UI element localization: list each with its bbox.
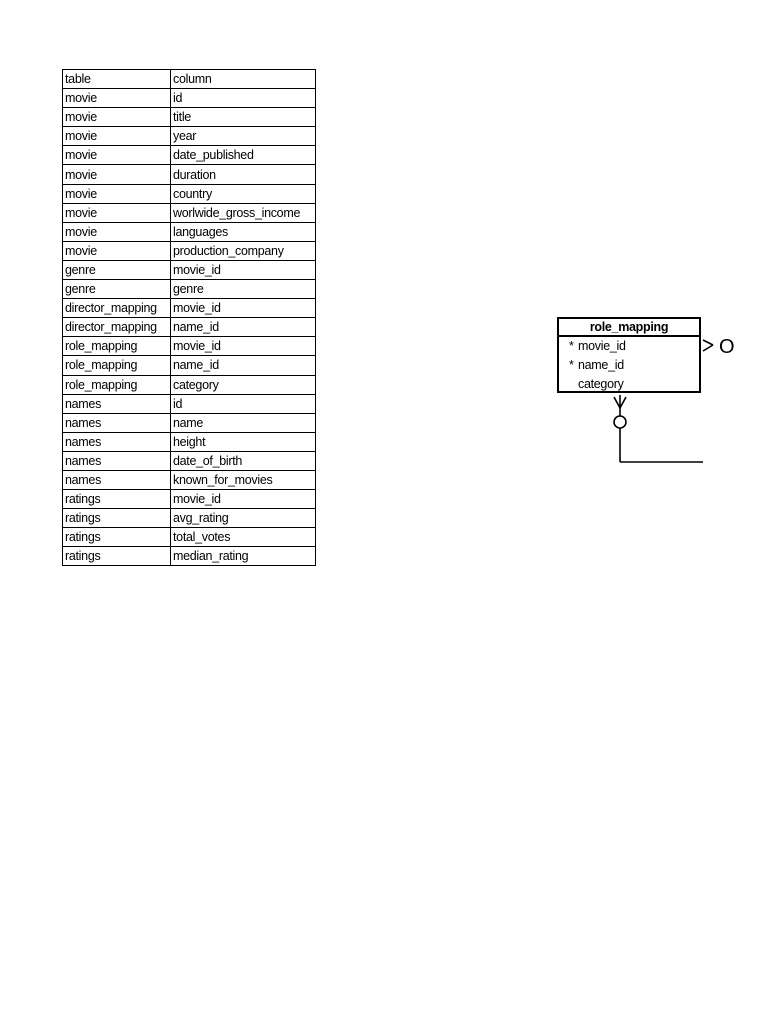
table-row <box>63 280 316 299</box>
cell-table-name: movie <box>63 165 171 184</box>
cell-column-name: production_company <box>171 241 316 260</box>
table-row <box>63 165 316 184</box>
cell-column-name: duration <box>171 165 316 184</box>
table-row <box>63 146 316 165</box>
cell-column-name: title <box>171 108 316 127</box>
cell-column-name: id <box>171 394 316 413</box>
table-row <box>63 413 316 432</box>
table-row <box>63 318 316 337</box>
table-row <box>63 337 316 356</box>
table-row <box>63 509 316 528</box>
erd-entity-role-mapping <box>557 317 701 393</box>
cell-column-name: country <box>171 184 316 203</box>
attribute-name: movie_id <box>578 339 626 353</box>
schema-column-table <box>62 69 316 566</box>
table-row <box>63 470 316 489</box>
entity-attribute-category <box>559 375 699 394</box>
table-row <box>63 356 316 375</box>
table-row <box>63 184 316 203</box>
cell-table-name: role_mapping <box>63 356 171 375</box>
cell-column-name: movie_id <box>171 299 316 318</box>
header-cell-column: column <box>171 70 316 89</box>
table-row <box>63 375 316 394</box>
entity-title: role_mapping <box>559 319 699 337</box>
cell-column-name: total_votes <box>171 528 316 547</box>
cell-column-name: worlwide_gross_income <box>171 203 316 222</box>
cell-table-name: movie <box>63 127 171 146</box>
cell-column-name: id <box>171 89 316 108</box>
cell-table-name: movie <box>63 241 171 260</box>
attribute-name: name_id <box>578 358 624 372</box>
table-row <box>63 260 316 279</box>
table-header-row <box>63 70 316 89</box>
header-cell-table: table <box>63 70 171 89</box>
cell-table-name: director_mapping <box>63 299 171 318</box>
cell-table-name: ratings <box>63 490 171 509</box>
cell-table-name: role_mapping <box>63 337 171 356</box>
cell-table-name: ratings <box>63 528 171 547</box>
entity-attribute-name-id <box>559 356 699 375</box>
required-marker: * <box>569 358 574 372</box>
cell-table-name: movie <box>63 89 171 108</box>
cell-column-name: movie_id <box>171 490 316 509</box>
cell-column-name: date_of_birth <box>171 451 316 470</box>
cell-column-name: name_id <box>171 356 316 375</box>
cell-column-name: genre <box>171 280 316 299</box>
required-marker: * <box>569 339 574 353</box>
cell-column-name: name <box>171 413 316 432</box>
cell-table-name: movie <box>63 184 171 203</box>
cell-column-name: category <box>171 375 316 394</box>
cell-table-name: names <box>63 432 171 451</box>
cell-table-name: director_mapping <box>63 318 171 337</box>
schema-table-body <box>63 70 316 566</box>
cell-table-name: ratings <box>63 547 171 566</box>
optional-circle-icon <box>614 416 626 428</box>
cell-table-name: movie <box>63 146 171 165</box>
table-row <box>63 89 316 108</box>
cell-column-name: languages <box>171 222 316 241</box>
cell-column-name: avg_rating <box>171 509 316 528</box>
cell-table-name: role_mapping <box>63 375 171 394</box>
entity-attribute-movie-id <box>559 337 699 356</box>
table-row <box>63 547 316 566</box>
cell-column-name: known_for_movies <box>171 470 316 489</box>
cell-table-name: names <box>63 413 171 432</box>
table-row <box>63 490 316 509</box>
cell-table-name: movie <box>63 108 171 127</box>
table-row <box>63 241 316 260</box>
cell-table-name: names <box>63 451 171 470</box>
right-crowfoot-connector <box>703 340 713 351</box>
table-row <box>63 451 316 470</box>
cell-column-name: name_id <box>171 318 316 337</box>
cell-table-name: movie <box>63 203 171 222</box>
cell-table-name: names <box>63 470 171 489</box>
cell-column-name: median_rating <box>171 547 316 566</box>
table-row <box>63 432 316 451</box>
table-row <box>63 127 316 146</box>
attribute-name: category <box>578 377 624 391</box>
table-row <box>63 222 316 241</box>
table-row <box>63 394 316 413</box>
cell-column-name: date_published <box>171 146 316 165</box>
right-connector-optional-symbol: O <box>719 336 735 358</box>
table-row <box>63 108 316 127</box>
bottom-crowfoot-connector <box>614 397 626 408</box>
relationship-line <box>620 395 703 462</box>
cell-table-name: genre <box>63 260 171 279</box>
cell-table-name: names <box>63 394 171 413</box>
cell-column-name: movie_id <box>171 337 316 356</box>
cell-table-name: movie <box>63 222 171 241</box>
table-row <box>63 203 316 222</box>
table-row <box>63 299 316 318</box>
cell-table-name: ratings <box>63 509 171 528</box>
cell-table-name: genre <box>63 280 171 299</box>
table-row <box>63 528 316 547</box>
cell-column-name: height <box>171 432 316 451</box>
cell-column-name: movie_id <box>171 260 316 279</box>
cell-column-name: year <box>171 127 316 146</box>
